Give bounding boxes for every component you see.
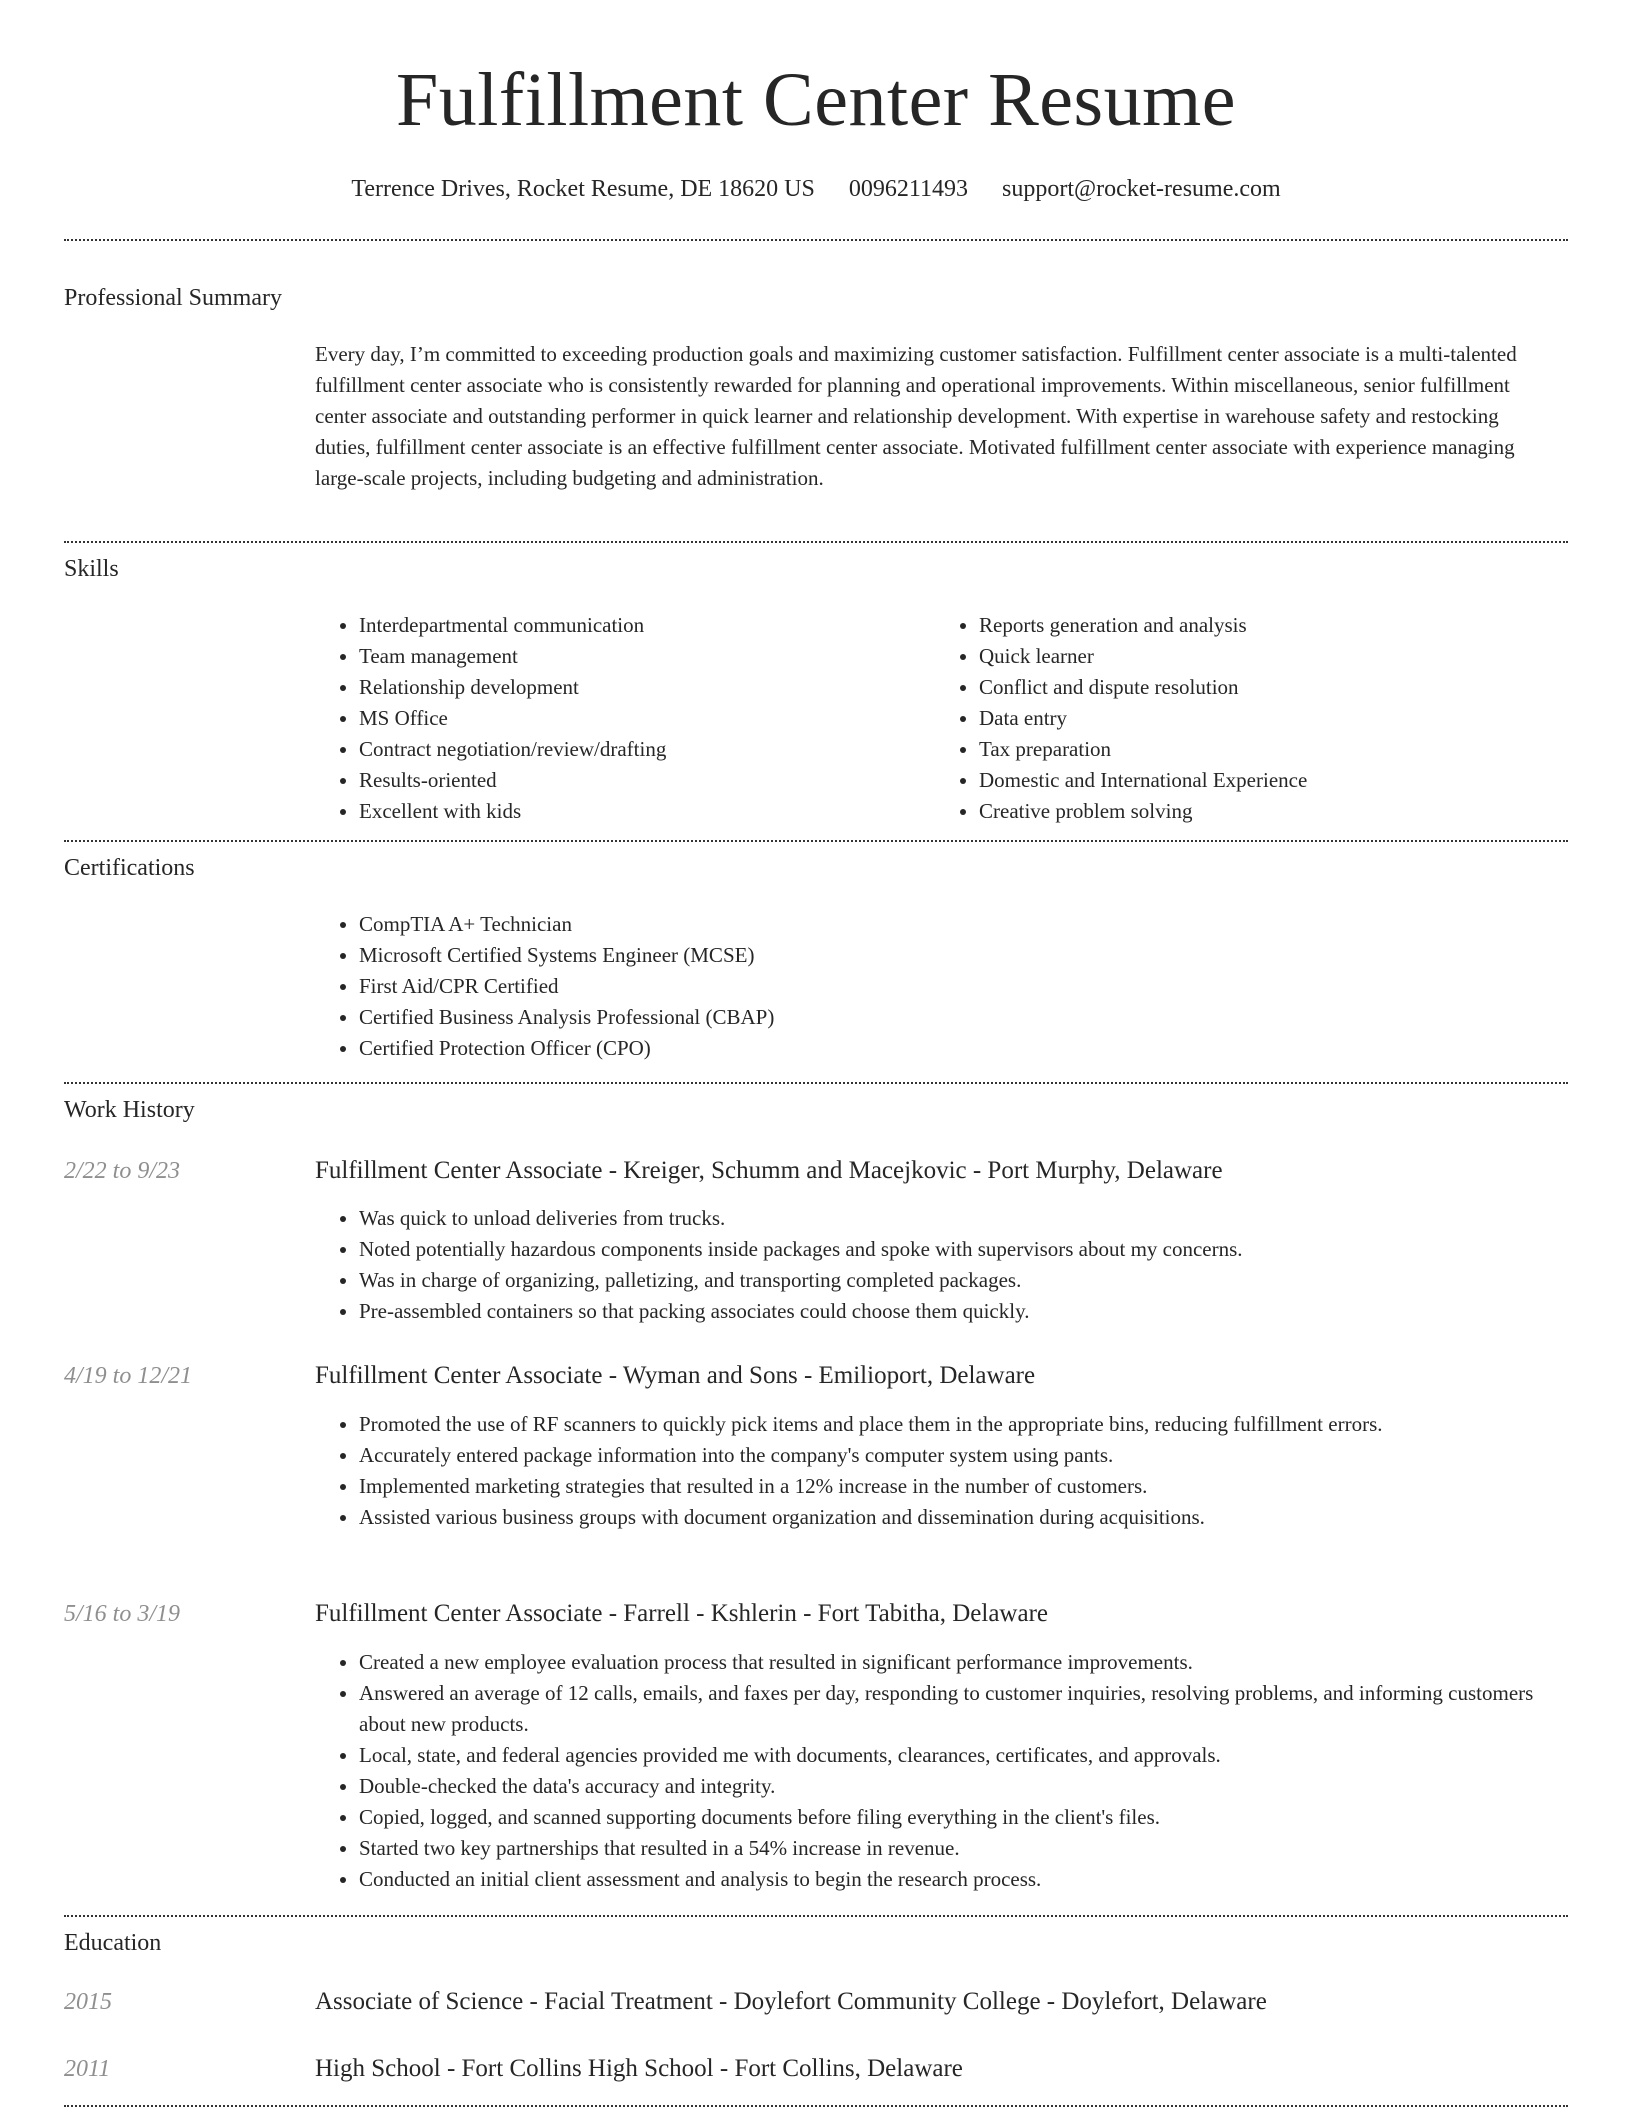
skills-heading: Skills	[64, 556, 119, 582]
job-title: Fulfillment Center Associate - Kreiger, Schumm and Macejkovic - Port Murphy, Delaware	[315, 1157, 1223, 1184]
skill-item: • Interdepartmental communication	[359, 610, 935, 641]
job-bullet: • Conducted an initial client assessment and analysis to begin the research process.	[359, 1864, 1555, 1895]
section-divider	[64, 541, 1568, 543]
summary-heading: Professional Summary	[64, 285, 282, 311]
education-year: 2015	[64, 1989, 112, 2015]
certification-item: • Certified Protection Officer (CPO)	[359, 1033, 1555, 1064]
skill-item: • Reports generation and analysis	[979, 610, 1555, 641]
job-bullet: • Implemented marketing strategies that resulted in a 12% increase in the number of customers.	[359, 1471, 1555, 1502]
summary-text: Every day, I’m committed to exceeding production goals and maximizing customer satisfaction. Fulfillment center associate is a multi-talented fulfillment center associate who is consistently rewarded for planning and operational improvements. Within miscellaneous, senior fulfillment center associate and outstanding performer in quick learner and relationship development. With expertise in warehouse safety and restocking duties, fulfillment center associate is an effective fulfillment center associate. Motivated fulfillment center associate with experience managing large-scale projects, including budgeting and administration.	[315, 342, 1517, 490]
skill-item: • Quick learner	[979, 641, 1555, 672]
skill-item: • Results-oriented	[359, 765, 935, 796]
job-bullets	[315, 1647, 1555, 1895]
skill-item: • Creative problem solving	[979, 796, 1555, 827]
section-divider	[64, 1915, 1568, 1917]
skill-item: • Excellent with kids	[359, 796, 935, 827]
skills-column-right	[935, 610, 1555, 827]
job-bullet: • Created a new employee evaluation process that resulted in significant performance improvements.	[359, 1647, 1555, 1678]
contact-email: support@rocket-resume.com	[1001, 176, 1281, 202]
skills-column-left	[315, 610, 935, 827]
contact-phone: 0096211493	[848, 176, 968, 202]
work-history-heading: Work History	[64, 1097, 195, 1123]
skills-list	[315, 610, 1555, 827]
summary-text-block	[315, 339, 1545, 494]
certification-item: • Certified Business Analysis Professional (CBAP)	[359, 1002, 1555, 1033]
education-year: 2011	[64, 2056, 111, 2082]
job-bullet: • Local, state, and federal agencies provided me with documents, clearances, certificates, and approvals.	[359, 1740, 1555, 1771]
skill-item: • Relationship development	[359, 672, 935, 703]
certification-item: • Microsoft Certified Systems Engineer (MCSE)	[359, 940, 1555, 971]
skill-item: • Domestic and International Experience	[979, 765, 1555, 796]
skill-item: • Conflict and dispute resolution	[979, 672, 1555, 703]
certifications-heading: Certifications	[64, 855, 195, 881]
job-bullet: • Double-checked the data's accuracy and integrity.	[359, 1771, 1555, 1802]
section-divider	[64, 840, 1568, 842]
job-dates: 5/16 to 3/19	[64, 1601, 181, 1627]
job-title: Fulfillment Center Associate - Farrell - Kshlerin - Fort Tabitha, Delaware	[315, 1600, 1049, 1627]
job-bullet: • Started two key partnerships that resulted in a 54% increase in revenue.	[359, 1833, 1555, 1864]
skill-item: • Team management	[359, 641, 935, 672]
skill-item: • Contract negotiation/review/drafting	[359, 734, 935, 765]
job-bullet: • Answered an average of 12 calls, emails, and faxes per day, responding to customer inquiries, resolving problems, and informing customers about new products.	[359, 1678, 1555, 1740]
education-entry: High School - Fort Collins High School - Fort Collins, Delaware	[315, 2055, 963, 2082]
contact-address: Terrence Drives, Rocket Resume, DE 18620 US	[351, 176, 815, 202]
certification-item: • CompTIA A+ Technician	[359, 909, 1555, 940]
education-entry: Associate of Science - Facial Treatment - Doylefort Community College - Doylefort, Delaware	[315, 1988, 1267, 2015]
job-bullet: • Pre-assembled containers so that packing associates could choose them quickly.	[359, 1296, 1555, 1327]
job-dates: 2/22 to 9/23	[64, 1158, 181, 1184]
certifications-list	[315, 909, 1555, 1064]
certification-item: • First Aid/CPR Certified	[359, 971, 1555, 1002]
job-bullet: • Promoted the use of RF scanners to quickly pick items and place them in the appropriate bins, reducing fulfillment errors.	[359, 1409, 1555, 1440]
job-bullets	[315, 1409, 1555, 1533]
job-bullet: • Was quick to unload deliveries from trucks.	[359, 1203, 1555, 1234]
skill-item: • Data entry	[979, 703, 1555, 734]
section-divider	[64, 239, 1568, 241]
job-bullet: • Accurately entered package information into the company's computer system using pants.	[359, 1440, 1555, 1471]
job-bullet: • Was in charge of organizing, palletizing, and transporting completed packages.	[359, 1265, 1555, 1296]
section-divider	[64, 2105, 1568, 2107]
job-dates: 4/19 to 12/21	[64, 1363, 193, 1389]
job-bullet: • Copied, logged, and scanned supporting documents before filing everything in the client's files.	[359, 1802, 1555, 1833]
skill-item: • MS Office	[359, 703, 935, 734]
job-bullet: • Noted potentially hazardous components inside packages and spoke with supervisors about my concerns.	[359, 1234, 1555, 1265]
skill-item: • Tax preparation	[979, 734, 1555, 765]
education-heading: Education	[64, 1930, 162, 1956]
contact-line	[0, 172, 1632, 206]
job-bullets	[315, 1203, 1555, 1327]
section-divider	[64, 1082, 1568, 1084]
job-bullet: • Assisted various business groups with document organization and dissemination during acquisitions.	[359, 1502, 1555, 1533]
job-title: Fulfillment Center Associate - Wyman and Sons - Emilioport, Delaware	[315, 1362, 1036, 1389]
resume-title: Fulfillment Center Resume	[396, 58, 1236, 142]
